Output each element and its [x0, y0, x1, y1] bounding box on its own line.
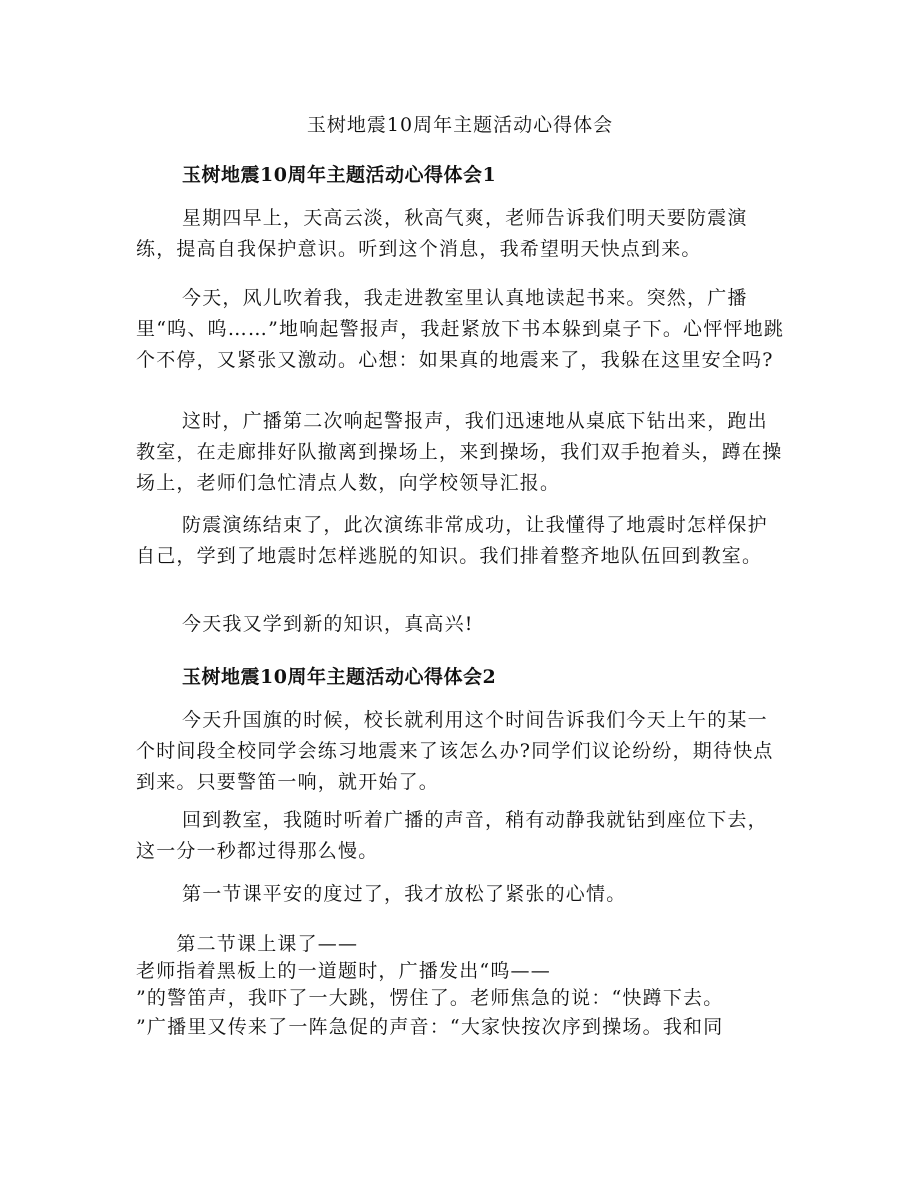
text-line: 第二节课上课了—— — [136, 933, 359, 955]
text-line: 老师指着黑板上的一道题时，广播发出“呜—— — [136, 960, 551, 982]
section-heading-1: 玉树地震10周年主题活动心得体会1 — [182, 164, 497, 186]
text-line: ”的警笛声，我吓了一大跳，愣住了。老师焦急的说：“快蹲下去。 — [136, 987, 724, 1009]
paragraph: 第一节课平安的度过了，我才放松了紧张的心情。 — [182, 883, 627, 905]
text-line: ”广播里又传来了一阵急促的声音：“大家快按次序到操场。我和同 — [136, 1016, 724, 1038]
paragraph: 防震演练结束了，此次演练非常成功，让我懂得了地震时怎样保护自己，学到了地震时怎样逃脱的知识。我们排着整齐地队伍回到教室。 — [136, 514, 768, 567]
paragraph: 这时，广播第二次响起警报声，我们迅速地从桌底下钻出来，跑出教室，在走廊排好队撤离到操场上，来到操场，我们双手抱着头，蹲在操场上，老师们急忙清点人数，向学校领导汇报。 — [136, 410, 783, 494]
paragraph: 今天升国旗的时候，校长就利用这个时间告诉我们今天上午的某一个时间段全校同学会练习地震来了该怎么办?同学们议论纷纷，期待快点到来。只要警笛一响，就开始了。 — [136, 709, 774, 793]
section-heading-2: 玉树地震10周年主题活动心得体会2 — [182, 666, 497, 688]
paragraph: 回到教室，我随时听着广播的声音，稍有动静我就钻到座位下去，这一分一秒都过得那么慢。 — [136, 809, 768, 862]
paragraph: 今天我又学到新的知识，真高兴! — [182, 613, 474, 635]
paragraph: 星期四早上，天高云淡，秋高气爽，老师告诉我们明天要防震演练，提高自我保护意识。听到这个消息，我希望明天快点到来。 — [136, 207, 748, 260]
paragraph: 今天，风儿吹着我，我走进教室里认真地读起书来。突然，广播里“呜、呜……”地响起警报声，我赶紧放下书本躲到桌子下。心怦怦地跳个不停，又紧张又激动。心想：如果真的地震来了，我躲在这里安全吗? — [136, 287, 785, 371]
document-title: 玉树地震10周年主题活动心得体会 — [306, 114, 614, 136]
